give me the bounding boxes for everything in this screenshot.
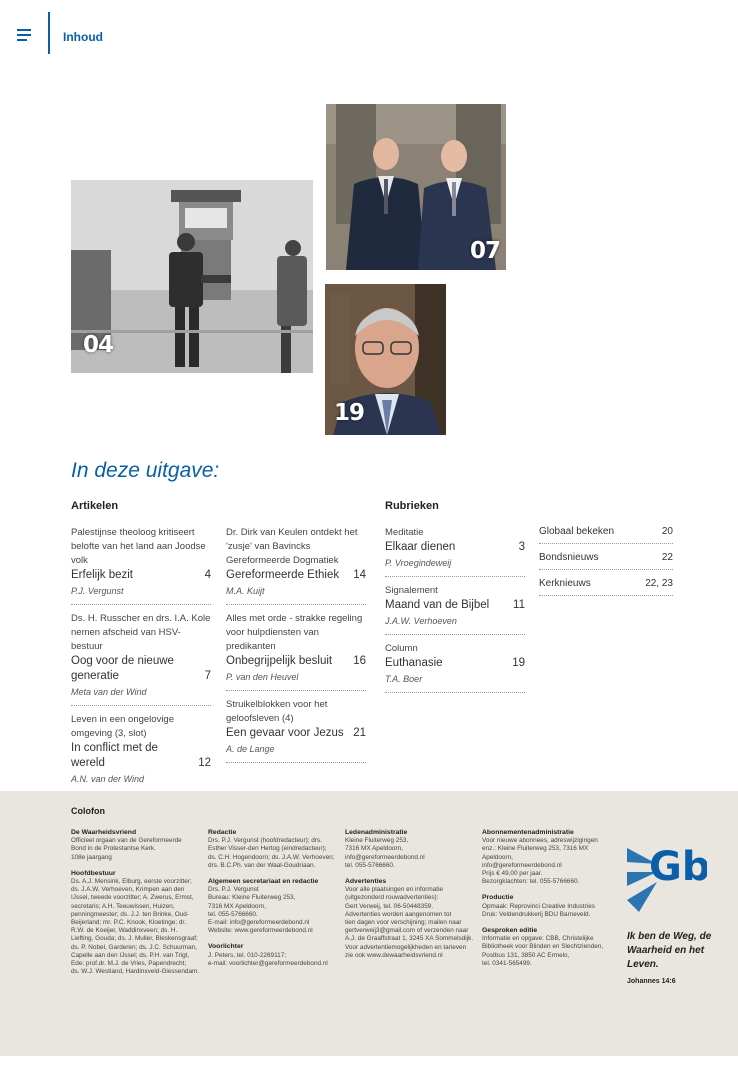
colofon-line: info@gereformeerdebond.nl <box>345 853 425 861</box>
article-intro: Palestijnse theoloog kritiseert belofte van het land aan Joodse volk <box>71 527 206 566</box>
colofon-heading: Colofon <box>71 806 105 816</box>
article-title[interactable]: Onbegrijpelijk besluit 16 <box>226 655 366 667</box>
page-number: 3 <box>518 541 525 553</box>
colofon-block <box>482 927 617 968</box>
colofon-block <box>482 829 617 886</box>
rubriek-item[interactable] <box>385 640 525 693</box>
colofon-column-3 <box>345 829 475 968</box>
article-photo-04[interactable] <box>71 180 313 373</box>
article-author: M.A. Kuijt <box>226 586 265 596</box>
rubriek-item[interactable] <box>385 524 525 577</box>
page-number-19: 19 <box>334 400 365 426</box>
colofon-line: tel. 0341-565499. <box>482 959 532 967</box>
article-title[interactable]: Erfelijk bezit 4 <box>71 569 211 581</box>
article-intro: Leven in een ongelovige omgeving (3, slot) <box>71 714 175 739</box>
page-number: 14 <box>353 569 366 581</box>
colofon-line: Opmaak: Reprovinci Creative Industries <box>482 902 595 910</box>
colofon-line: ds. J.A.W. Verhoeven, Krimpen aan den <box>71 886 185 894</box>
bible-verse: Johannes 14:6 <box>627 978 676 985</box>
rubrieken-column-2 <box>539 524 673 602</box>
colofon-line: IJssel, tweede voorzitter; A. Zwerus, Ermst, <box>71 894 194 902</box>
colofon-line: Apeldoorn, <box>482 853 513 861</box>
article-intro: Alles met orde - strakke regeling voor hulpdiensten van predikanten <box>226 613 363 652</box>
page-number: 4 <box>204 569 211 581</box>
page-number: 22, 23 <box>645 578 673 589</box>
artikelen-column-1 <box>71 524 211 798</box>
article-item[interactable] <box>71 524 211 605</box>
colofon-block-heading: Gesproken editie <box>482 927 538 935</box>
rubriek-category: Column <box>385 643 418 654</box>
article-item[interactable] <box>226 696 366 763</box>
rubriek-author: P. Vroegindeweij <box>385 558 452 568</box>
colofon-block <box>482 894 617 919</box>
section-title: In deze uitgave: <box>71 459 220 482</box>
colofon-line: Gert Verweij, tel. 06-50448359. <box>345 902 434 910</box>
colofon-line: Liefting, Gouda; ds. J. Muller, Bleskensgraaf; <box>71 935 198 943</box>
article-title[interactable]: In conflict met de wereld 12 <box>71 742 211 769</box>
rubriek-category: Meditatie <box>385 527 424 538</box>
rubriek-category: Signalement <box>385 585 438 596</box>
colofon-line: Website: www.gereformeerdebond.nl <box>208 927 313 935</box>
artikelen-column-2 <box>226 524 366 768</box>
colofon-line: (uitgezonderd rouwadvertenties): <box>345 894 439 902</box>
colofon-line: Drs. P.J. Vergunst (hoofdredacteur); drs. <box>208 837 322 845</box>
colofon-line: J. Peters, tel. 010-2269117; <box>208 951 287 959</box>
page-title[interactable]: Inhoud <box>63 30 103 44</box>
colofon-line: tel. 055-5766660. <box>345 861 395 869</box>
colofon-line: Bureau: Kleine Fluiterweg 253, <box>208 894 296 902</box>
page-number: 12 <box>198 757 211 769</box>
colofon-line: Advertenties worden aangenomen tot <box>345 910 452 918</box>
article-intro: Dr. Dirk van Keulen ontdekt het 'zusje' van Bavincks Gereformeerde Dogmatiek <box>226 527 358 566</box>
header-divider <box>48 12 50 54</box>
article-intro: Ds. H. Russcher en drs. I.A. Kole nemen afscheid van HSV-bestuur <box>71 613 211 652</box>
page-number: 19 <box>512 657 525 669</box>
rubriek-title[interactable]: Euthanasie 19 <box>385 657 525 669</box>
colofon-block <box>71 870 201 977</box>
svg-text:Gb: Gb <box>649 844 707 890</box>
colofon-line: Kleine Fluiterweg 253, <box>345 837 409 845</box>
colofon-block-heading: Ledenadministratie <box>345 829 408 836</box>
colofon-line: Beijerland; mr. P.C. Knook, Kloetinge; dr. <box>71 919 186 927</box>
rubriek-author: J.A.W. Verhoeven <box>385 616 457 626</box>
colofon-block-heading: Advertenties <box>345 878 387 886</box>
colofon-line: E-mail: info@gereformeerdebond.nl <box>208 919 310 927</box>
header <box>0 0 738 75</box>
menu-icon[interactable] <box>17 29 35 43</box>
colofon-line: ds. C.H. Hogendoorn; ds. J.A.W. Verhoeven; <box>208 853 335 861</box>
article-item[interactable] <box>226 610 366 691</box>
article-author: A. de Lange <box>226 744 275 754</box>
colofon-block-heading: De Waarheidsvriend <box>71 829 137 836</box>
colofon-block <box>208 878 338 935</box>
colofon-block <box>208 943 338 968</box>
colofon-line: e-mail: voorlichter@gereformeerdebond.nl <box>208 959 328 967</box>
article-author: P. van den Heuvel <box>226 672 299 682</box>
article-author: A.N. van der Wind <box>71 774 144 784</box>
article-title[interactable]: Een gevaar voor Jezus 21 <box>226 727 366 739</box>
page-number-07: 07 <box>470 238 501 264</box>
page-number: 7 <box>204 670 211 682</box>
colofon-line: Bezorgklachten: tel. 055-5766660. <box>482 878 580 886</box>
colofon-block-heading: Hoofdbestuur <box>71 869 116 877</box>
colofon-line: Ds. A.J. Mensink, Elburg, eerste voorzitter; <box>71 878 192 886</box>
page-number: 20 <box>661 526 673 537</box>
colofon-line: Voor advertentiemogelijkheden en tarieven <box>345 943 467 951</box>
colofon-line: Bibliotheek voor Blinden en Slechtzienden, <box>482 943 604 951</box>
article-title[interactable]: Gereformeerde Ethiek 14 <box>226 569 366 581</box>
colofon-line: Officieel orgaan van de Gereformeerde <box>71 837 182 845</box>
colofon-block-heading: Abonnementenadministratie <box>482 829 574 836</box>
colofon-line: Druk: Veldendrukkerij BDU Barneveld. <box>482 910 591 918</box>
article-photo-07[interactable] <box>326 104 506 270</box>
colofon-line: Prijs € 49,00 per jaar. <box>482 870 543 878</box>
colofon-line: 7316 MX Apeldoorn, <box>208 902 266 910</box>
article-photo-19[interactable] <box>325 284 446 435</box>
gb-logo <box>627 828 707 923</box>
colofon-line: ds. P. Nobel, Garderen; ds. J.C. Schuurman, <box>71 943 197 951</box>
rubriek-author: T.A. Boer <box>385 674 423 684</box>
colofon-line: tien dagen voor verschijning; mailen naar <box>345 919 462 927</box>
colofon-line: 7316 MX Apeldoorn, <box>345 845 403 853</box>
article-item[interactable] <box>71 610 211 706</box>
colofon-line: Ede; prof.dr. M.J. de Vries, Papendrecht; <box>71 960 187 968</box>
colofon-line: Drs. P.J. Vergunst <box>208 886 259 894</box>
rubrieken-heading: Rubrieken <box>385 500 439 512</box>
colofon-line: Bond in de Protestantse Kerk. <box>71 845 156 853</box>
article-intro: Struikelblokken voor het geloofsleven (4) <box>226 699 328 724</box>
colofon-block <box>345 829 475 870</box>
artikelen-heading: Artikelen <box>71 500 119 512</box>
colofon-line: Voor nieuwe abonnees, adreswijzigingen <box>482 837 598 845</box>
colofon-block-heading: Productie <box>482 894 514 902</box>
article-author: P.J. Vergunst <box>71 586 124 596</box>
article-item[interactable] <box>226 524 366 605</box>
colofon-block-heading: Redactie <box>208 829 237 836</box>
colofon-block <box>345 878 475 960</box>
colofon-line: ds. W.J. Westland, Hardinxveld-Giessendam. <box>71 968 200 976</box>
colofon-line: zie ook www.dewaarheidsvriend.nl <box>345 951 443 959</box>
article-title[interactable]: Oog voor de nieuwe generatie 7 <box>71 655 211 682</box>
rubriek-title[interactable]: Maand van de Bijbel 11 <box>385 599 525 611</box>
colofon-line: Capelle aan den IJssel; ds. P.H. van Trigt, <box>71 951 190 959</box>
rubriek-title[interactable]: Elkaar dienen 3 <box>385 541 525 553</box>
colofon-line: Esther Visser-den Hertog (eindredacteur); <box>208 845 327 853</box>
colofon-line: penningmeester; ds. J.J. ten Brinke, Oud- <box>71 910 189 918</box>
colofon-column-2 <box>208 829 338 976</box>
colofon-line: info@gereformeerdebond.nl <box>482 861 562 869</box>
colofon-block-heading: Algemeen secretariaat en redactie <box>208 878 319 886</box>
colofon-block <box>208 829 338 870</box>
colofon-line: R.W. de Koeijer, Waddinxveen; ds. H. <box>71 927 178 935</box>
page-number: 22 <box>661 552 673 563</box>
colofon-line: drs. B.C.Ph. van der Waal-Goudriaan. <box>208 861 316 869</box>
rubrieken-column-1 <box>385 524 525 698</box>
colofon-line: 108e jaargang <box>71 853 112 861</box>
colofon-line: secretaris; A.H. Teeuwissen, Huizen, <box>71 902 175 910</box>
article-author: Meta van der Wind <box>71 687 147 697</box>
colofon-line: gertverweij3@gmail.com of verzenden naar <box>345 927 469 935</box>
colofon-column-1 <box>71 829 201 984</box>
rubriek-link[interactable]: Kerknieuws 22, 23 <box>539 576 673 596</box>
rubriek-link[interactable]: Bondsnieuws 22 <box>539 550 673 570</box>
colofon-line: Postbus 131, 3850 AC Ermelo, <box>482 951 570 959</box>
page-number: 16 <box>353 655 366 667</box>
colofon-line: Informatie en opgave: CBB, Christelijke <box>482 935 594 943</box>
rubriek-item[interactable] <box>385 582 525 635</box>
colofon-block-heading: Voorlichter <box>208 943 244 951</box>
page-number-04: 04 <box>83 332 114 358</box>
colofon-line: Voor alle plaatsingen en informatie <box>345 886 444 894</box>
colofon-block <box>71 829 201 862</box>
colofon-column-4 <box>482 829 617 976</box>
rubriek-link[interactable]: Globaal bekeken 20 <box>539 524 673 544</box>
page-number: 21 <box>353 727 366 739</box>
colofon-line: A.J. de Graaffstraat 1, 3245 XA Sommelsdijk. <box>345 935 474 943</box>
colofon-line: enz.: Kleine Fluiterweg 253, 7316 MX <box>482 845 589 853</box>
colofon-line: tel. 055-5766660. <box>208 910 258 918</box>
article-item[interactable] <box>71 711 211 793</box>
page-number: 11 <box>513 599 525 611</box>
motto-text: Ik ben de Weg, de Waarheid en het Leven. <box>627 931 712 970</box>
